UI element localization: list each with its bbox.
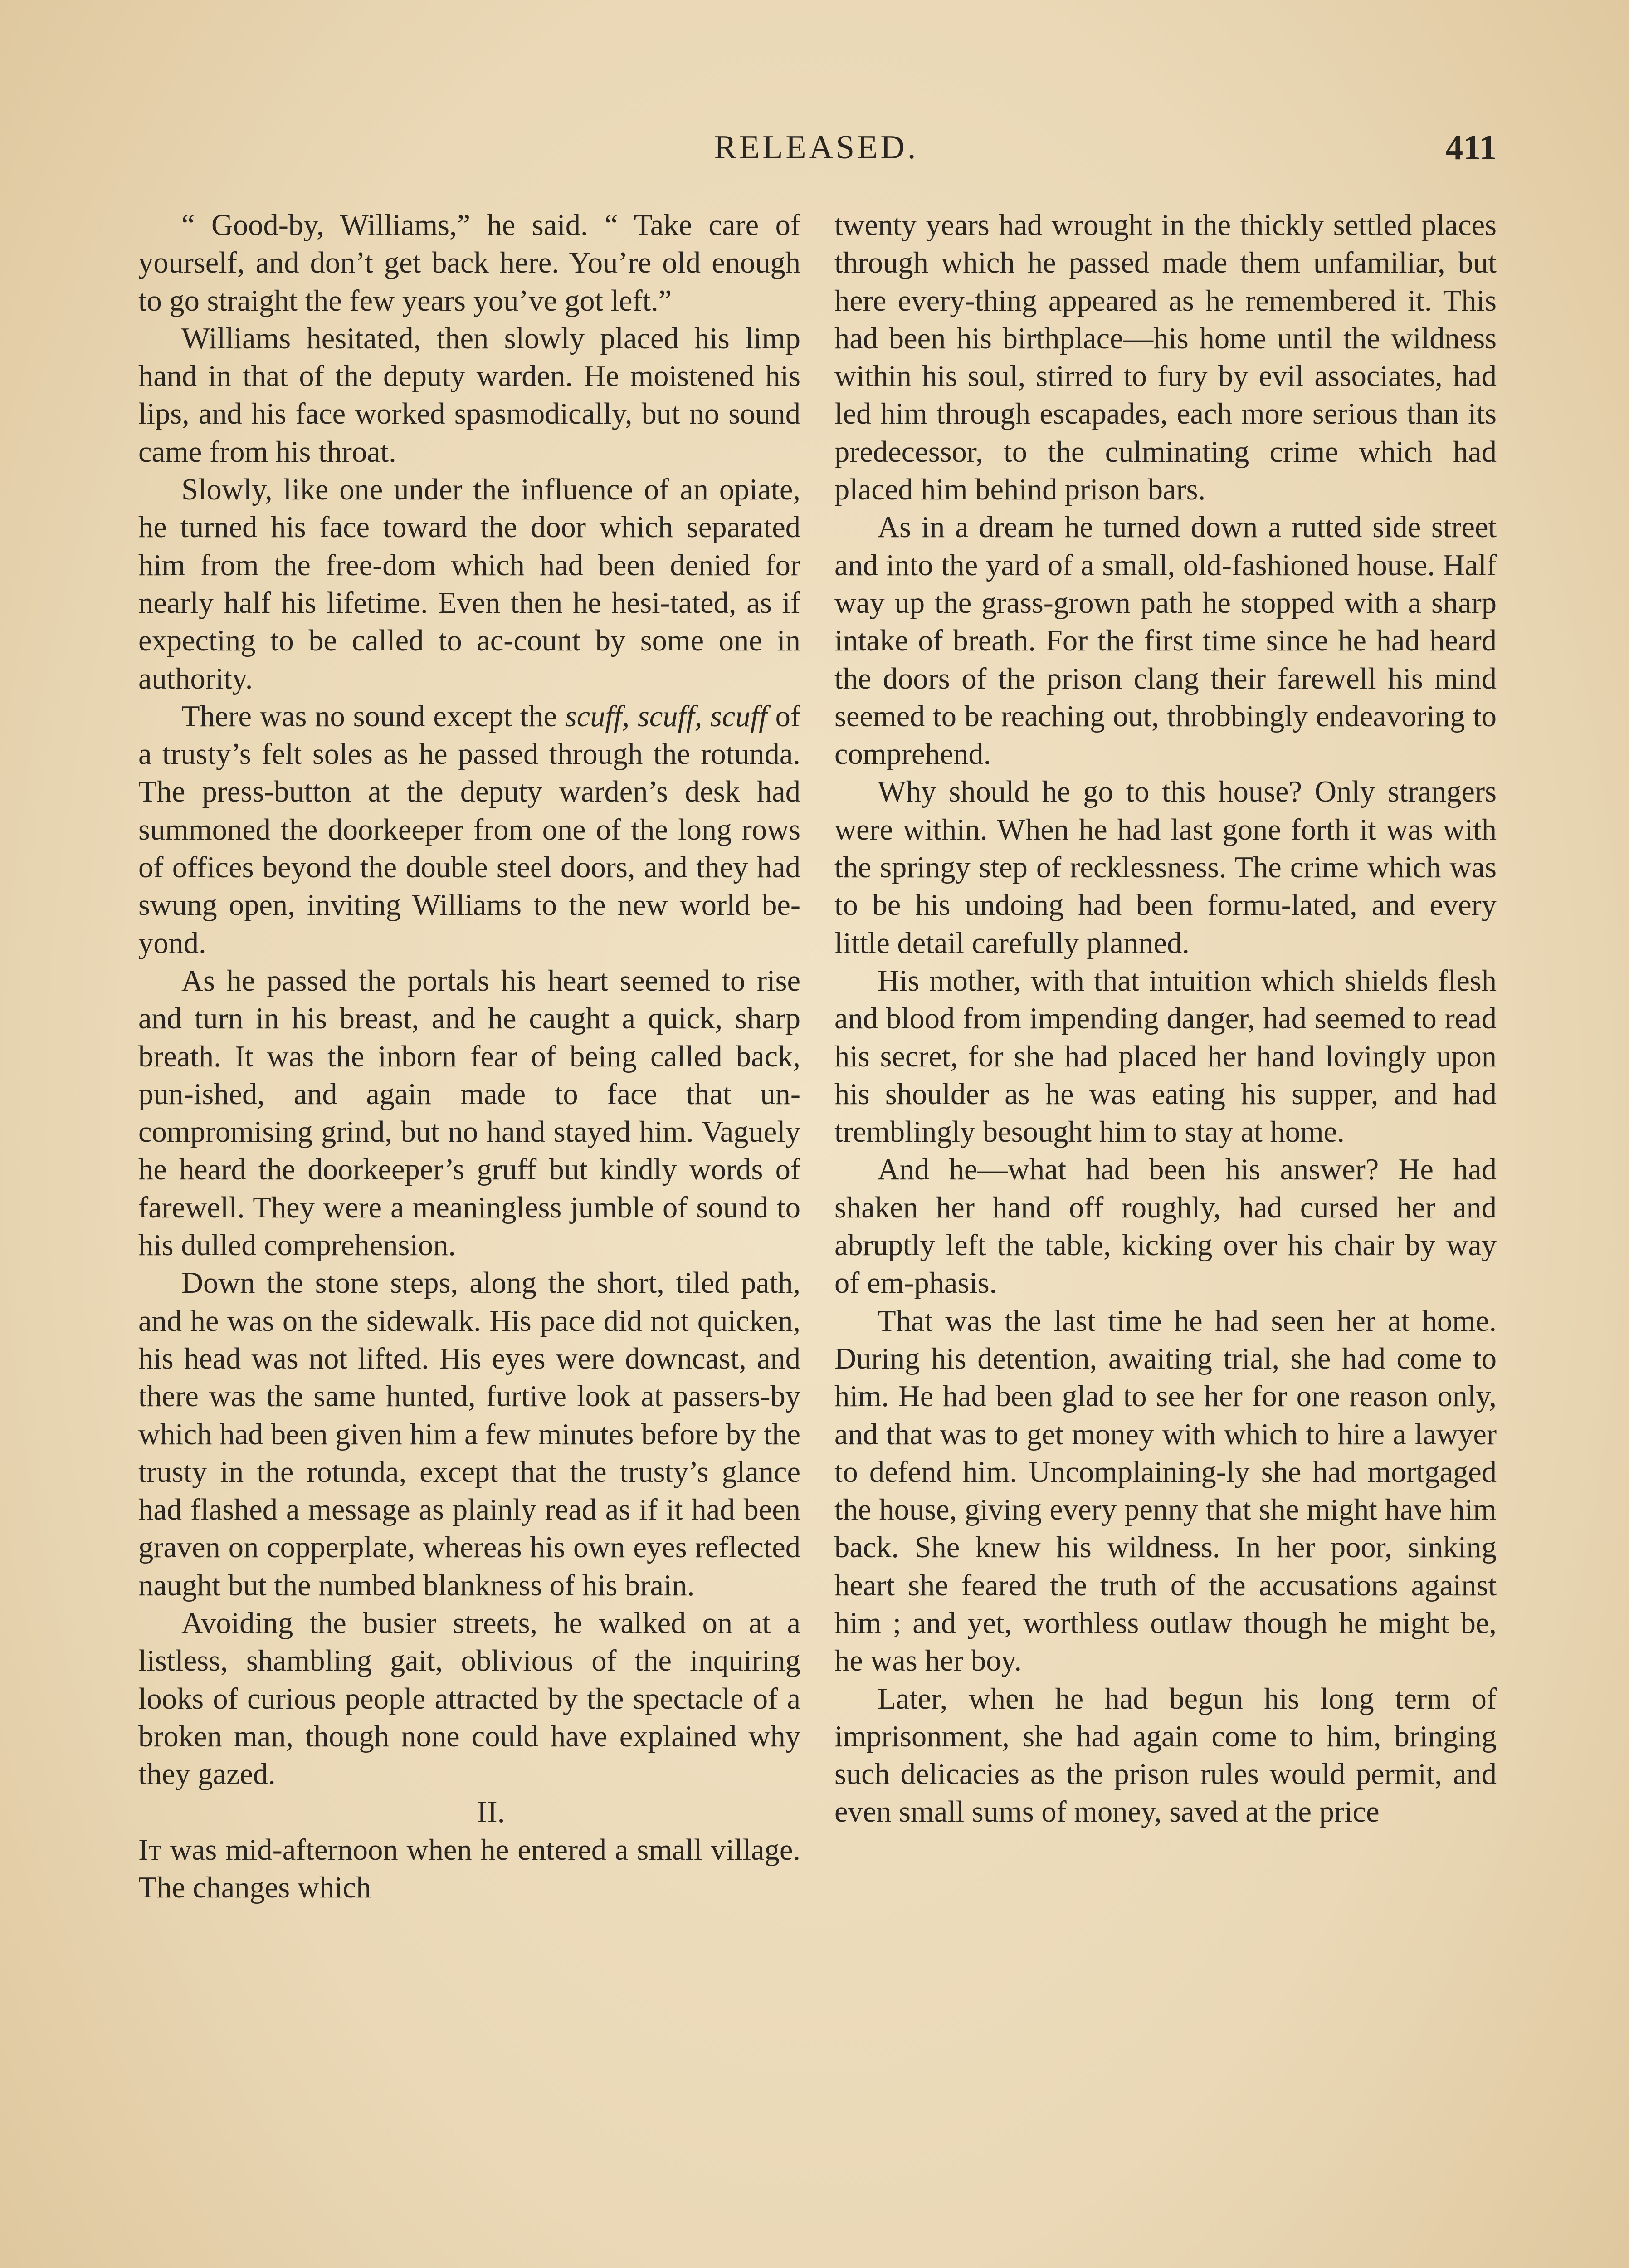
paragraph: Why should he go to this house? Only strangers were within. When he had last gone forth it was with the springy step of recklessness. The crime which was to be his undoing had been formu-lated, and every little detail carefully planned. [834,775,1497,960]
running-title: RELEASED. [714,129,919,166]
italic-sound-text: scuff, scuff, scuff [565,699,767,733]
paragraph: “ Good-by, Williams,” he said. “ Take care of yourself, and don’t get back here. You’re old enough to go straight the few years you’ve got left.” [138,209,800,318]
paragraph: Avoiding the busier streets, he walked on at a listless, shambling gait, oblivious of the inquiring looks of curious people attracted by the spectacle of a broken man, though none could have explained why they gazed. [138,1606,800,1791]
paragraph-text: was mid-afternoon when he entered a small village. The changes which [138,1833,800,1905]
left-column [138,206,800,2268]
page-number: 411 [1445,127,1497,167]
paragraph: twenty years had wrought in the thickly settled places through which he passed made them unfamiliar, but here every-thing appeared as he remembered it. This had been his birthplace—his home until the wildness within his soul, stirred to fury by evil associates, had led him through escapades, each more serious than its predecessor, to the culminating crime which had placed him behind prison bars. [834,209,1497,507]
paragraph-text: of a trusty’s felt soles as he passed through the rotunda. The press-button at the deputy warden’s desk had summoned the doorkeeper from one of the long rows of offices beyond the double steel doors, and they had swung open, inviting Williams to the new world be-yond. [138,699,800,960]
paragraph-text: There was no sound except the [181,699,565,733]
paragraph: Later, when he had begun his long term of imprisonment, she had again come to him, bringing such delicacies as the prison rules would permit, and even small sums of money, saved at the price [834,1682,1497,1829]
drop-word: It [138,1833,161,1867]
paragraph: As he passed the portals his heart seemed to rise and turn in his breast, and he caught a quick, sharp breath. It was the inborn fear of being called back, pun-ished, and again made to face that un-compromising grind, but no hand stayed him. Vaguely he heard the doorkeeper’s gruff but kindly words of farewell. They were a meaningless jumble of sound to his dulled comprehension. [138,964,800,1262]
paragraph: And he—what had been his answer? He had shaken her hand off roughly, had cursed her and abruptly left the table, kicking over his chair by way of em-phasis. [834,1153,1497,1300]
page-header [136,122,1497,172]
right-column [834,206,1497,2268]
paragraph: Slowly, like one under the influence of an opiate, he turned his face toward the door which separated him from the free-dom which had been denied for nearly half his lifetime. Even then he hesi-tated, as if expecting to be called to ac-count by some one in authority. [138,473,800,695]
paragraph: Williams hesitated, then slowly placed his limp hand in that of the deputy warden. He moistened his lips, and his face worked spasmodically, but no sound came from his throat. [138,322,800,469]
paragraph: As in a dream he turned down a rutted side street and into the yard of a small, old-fashioned house. Half way up the grass-grown path he stopped with a sharp intake of breath. For the first time since he had heard the doors of the prison clang their farewell his mind seemed to be reaching out, throbbingly endeavoring to comprehend. [834,511,1497,771]
section-heading: II. [477,1794,505,1829]
paragraph [138,1831,800,1907]
paragraph: That was the last time he had seen her at home. During his detention, awaiting trial, she had come to him. He had been glad to see her for one reason only, and that was to get money with which to hire a lawyer to defend him. Uncomplaining-ly she had mortgaged the house, giving every penny that she might have him back. She knew his wildness. In her poor, sinking heart she feared the truth of the accusations against him ; and yet, worthless outlaw though he might be, he was her boy. [834,1304,1497,1678]
paragraph: Down the stone steps, along the short, tiled path, and he was on the sidewalk. His pace did not quicken, his head was not lifted. His eyes were downcast, and there was the same hunted, furtive look at passers-by which had been given him a few minutes before by the trusty in the rotunda, except that the trusty’s glance had flashed a message as plainly read as if it had been graven on copperplate, whereas his own eyes reflected naught but the numbed blankness of his brain. [138,1266,800,1602]
paragraph [138,698,800,962]
paragraph: His mother, with that intuition which shields flesh and blood from impending danger, had seemed to read his secret, for she had placed her hand lovingly upon his shoulder as he was eating his supper, and had tremblingly besought him to stay at home. [834,964,1497,1149]
